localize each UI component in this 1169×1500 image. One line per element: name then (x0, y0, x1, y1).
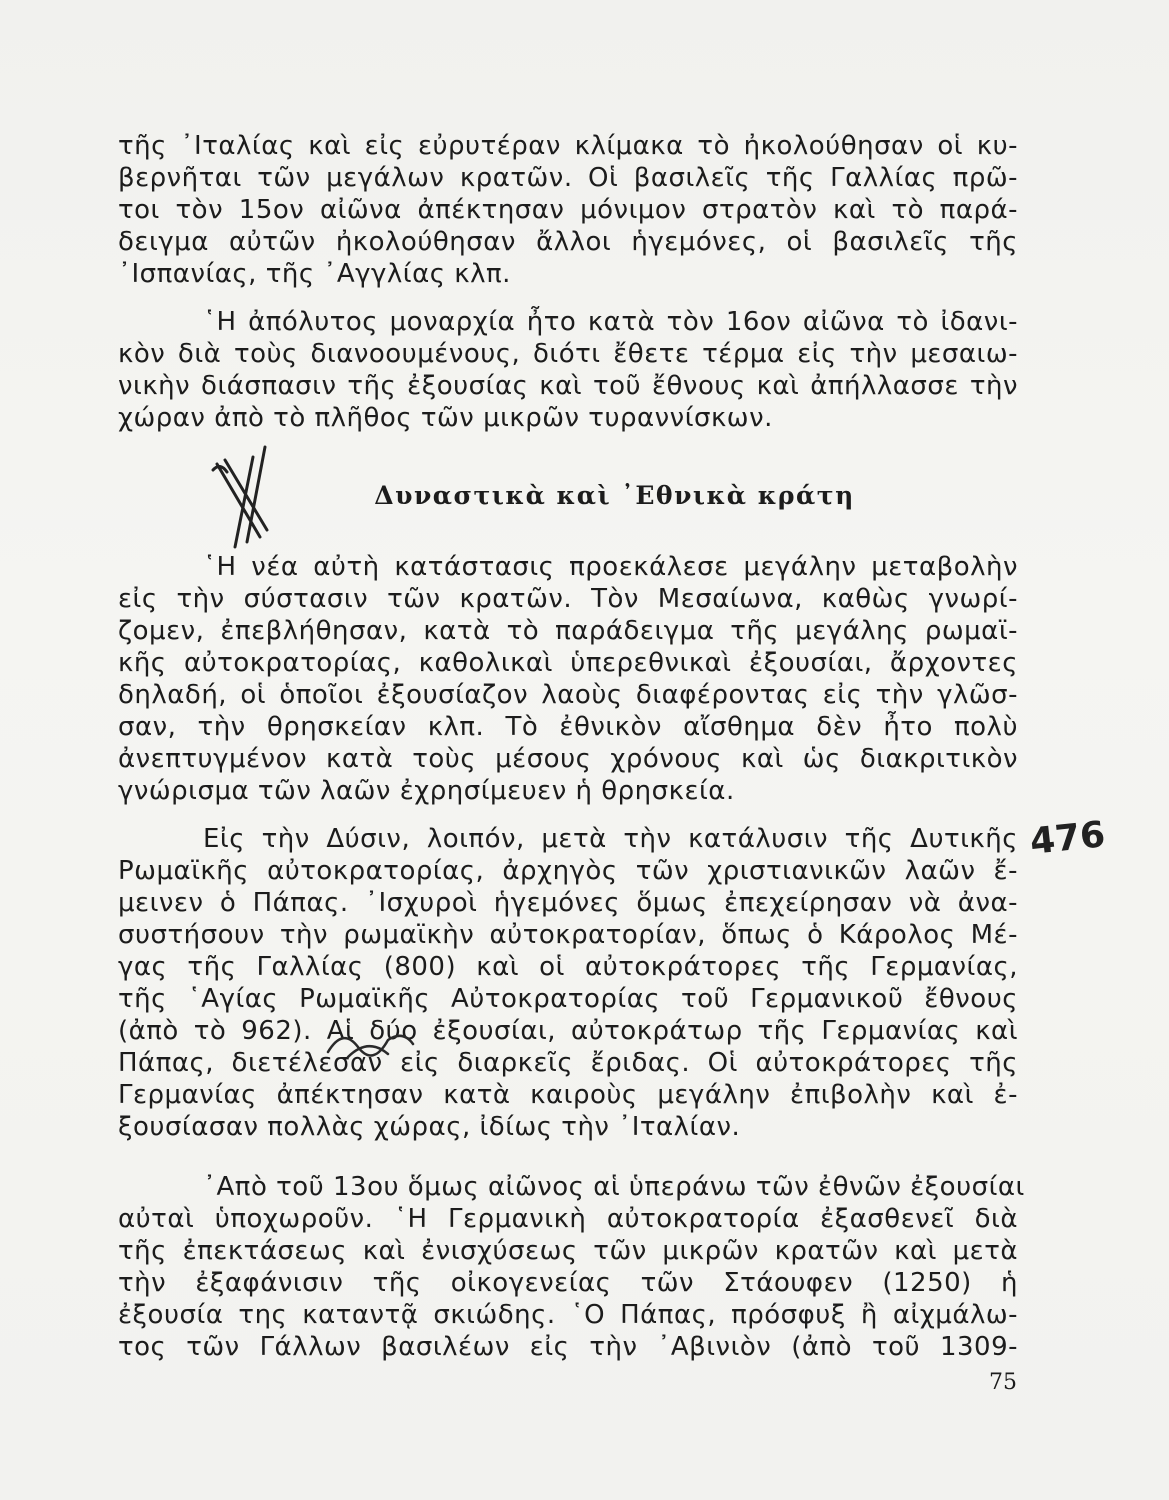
text-line: Γερμανίας ἀπέκτησαν κατὰ καιροὺς μεγάλην ἐπιβολὴν καὶ ἐ- (118, 1080, 1018, 1110)
text-line: τῆς ῾Αγίας Ρωμαϊκῆς Αὐτοκρατορίας τοῦ Γερμανικοῦ ἔθνους (118, 984, 1018, 1014)
paragraph-3 (118, 551, 1018, 807)
text-line: ῾Η νέα αὐτὴ κατάστασις προεκάλεσε μεγάλην μεταβολὴν (203, 552, 1018, 582)
text-line: ᾿Ισπανίας, τῆς ᾿Αγγλίας κλπ. (118, 259, 511, 289)
text-line: τὴν ἐξαφάνισιν τῆς οἰκογενείας τῶν Στάουφεν (1250) ἡ (118, 1268, 1018, 1298)
paragraph-1 (118, 130, 1018, 290)
text-line: ἀνεπτυγμένον κατὰ τοὺς μέσους χρόνους καὶ ὡς διακριτικὸν (118, 744, 1018, 774)
paragraph-2 (118, 306, 1018, 434)
paragraph-5 (118, 1171, 1025, 1363)
page-number: 75 (989, 1370, 1017, 1395)
text-line: βερνῆται τῶν μεγάλων κρατῶν. Οἱ βασιλεῖς τῆς Γαλλίας πρῶ- (118, 163, 1018, 193)
text-line: ῾Η ἀπόλυτος μοναρχία ἦτο κατὰ τὸν 16ον αἰῶνα τὸ ἰδανι- (203, 307, 1018, 337)
text-line: σαν, τὴν θρησκείαν κλπ. Τὸ ἐθνικὸν αἴσθημα δὲν ἦτο πολὺ (118, 712, 1018, 742)
text-line: αὐταὶ ὑποχωροῦν. ῾Η Γερμανικὴ αὐτοκρατορία ἐξασθενεῖ διὰ (118, 1204, 1018, 1234)
text-line: γνώρισμα τῶν λαῶν ἐχρησίμευεν ἡ θρησκεία. (118, 776, 735, 806)
text-line: εἰς τὴν σύστασιν τῶν κρατῶν. Τὸν Μεσαίωνα, καθὼς γνωρί- (118, 584, 1018, 614)
text-line: μεινεν ὁ Πάπας. ᾿Ισχυροὶ ἡγεμόνες ὅμως ἐπεχείρησαν νὰ ἀνα- (118, 888, 1018, 918)
text-line: ξουσίασαν πολλὰς χώρας, ἰδίως τὴν ᾿Ιταλίαν. (118, 1112, 741, 1142)
text-line: χώραν ἀπὸ τὸ πλῆθος τῶν μικρῶν τυραννίσκων. (118, 403, 773, 433)
text-line: κὸν διὰ τοὺς διανοουμένους, διότι ἔθετε τέρμα εἰς τὴν μεσαιω- (118, 339, 1018, 369)
text-line: δηλαδή, οἱ ὁποῖοι ἐξουσίαζον λαοὺς διαφέροντας εἰς τὴν γλῶσ- (118, 680, 1018, 710)
text-line: Εἰς τὴν Δύσιν, λοιπόν, μετὰ τὴν κατάλυσιν τῆς Δυτικῆς (203, 824, 1018, 854)
handwritten-margin-note: 476 (1028, 814, 1108, 863)
text-line: τος τῶν Γάλλων βασιλέων εἰς τὴν ᾿Αβινιὸν (ἀπὸ τοῦ 1309- (118, 1332, 1018, 1362)
section-heading: Δυναστικὰ καὶ ᾿Εθνικὰ κράτη (374, 481, 855, 510)
ink-scribble-icon (318, 1022, 448, 1062)
text-line: Πάπας, διετέλεσαν εἰς διαρκεῖς ἔριδας. Οἱ αὐτοκράτορες τῆς (118, 1048, 1018, 1078)
text-line: ἐξουσία της καταντᾷ σκιώδης. ῾Ο Πάπας, πρόσφυξ ἢ αἰχμάλω- (118, 1300, 1018, 1330)
text-line: συστήσουν τὴν ρωμαϊκὴν αὐτοκρατορίαν, ὅπως ὁ Κάρολος Μέ- (118, 920, 1018, 950)
text-line: τῆς ᾿Ιταλίας καὶ εἰς εὐρυτέραν κλίμακα τὸ ἠκολούθησαν οἱ κυ- (118, 131, 1018, 161)
text-line: νικὴν διάσπασιν τῆς ἐξουσίας καὶ τοῦ ἔθνους καὶ ἀπήλλασσε τὴν (118, 371, 1018, 401)
text-line: τῆς ἐπεκτάσεως καὶ ἐνισχύσεως τῶν μικρῶν κρατῶν καὶ μετὰ (118, 1236, 1018, 1266)
paragraph-4 (118, 823, 1018, 1143)
text-line: δειγμα αὐτῶν ἠκολούθησαν ἄλλοι ἡγεμόνες, οἱ βασιλεῖς τῆς (118, 227, 1018, 257)
text-line: ζομεν, ἐπεβλήθησαν, κατὰ τὸ παράδειγμα τῆς μεγάλης ρωμαϊ- (118, 616, 1018, 646)
text-line: γας τῆς Γαλλίας (800) καὶ οἱ αὐτοκράτορες τῆς Γερμανίας, (118, 952, 1018, 982)
text-line: (ἀπὸ τὸ 962). Αἱ δύο ἐξουσίαι, αὐτοκράτωρ τῆς Γερμανίας καὶ (118, 1016, 1018, 1046)
text-line: κῆς αὐτοκρατορίας, καθολικαὶ ὑπερεθνικαὶ ἐξουσίαι, ἄρχοντες (118, 648, 1018, 678)
text-line: Ρωμαϊκῆς αὐτοκρατορίας, ἀρχηγὸς τῶν χριστιανικῶν λαῶν ἔ- (118, 856, 1018, 886)
text-line: ᾿Απὸ τοῦ 13ου ὅμως αἰῶνος αἱ ὑπεράνω τῶν ἐθνῶν ἐξουσίαι (203, 1172, 1025, 1202)
text-line: τοι τὸν 15ον αἰῶνα ἀπέκτησαν μόνιμον στρατὸν καὶ τὸ παρά- (118, 195, 1018, 225)
